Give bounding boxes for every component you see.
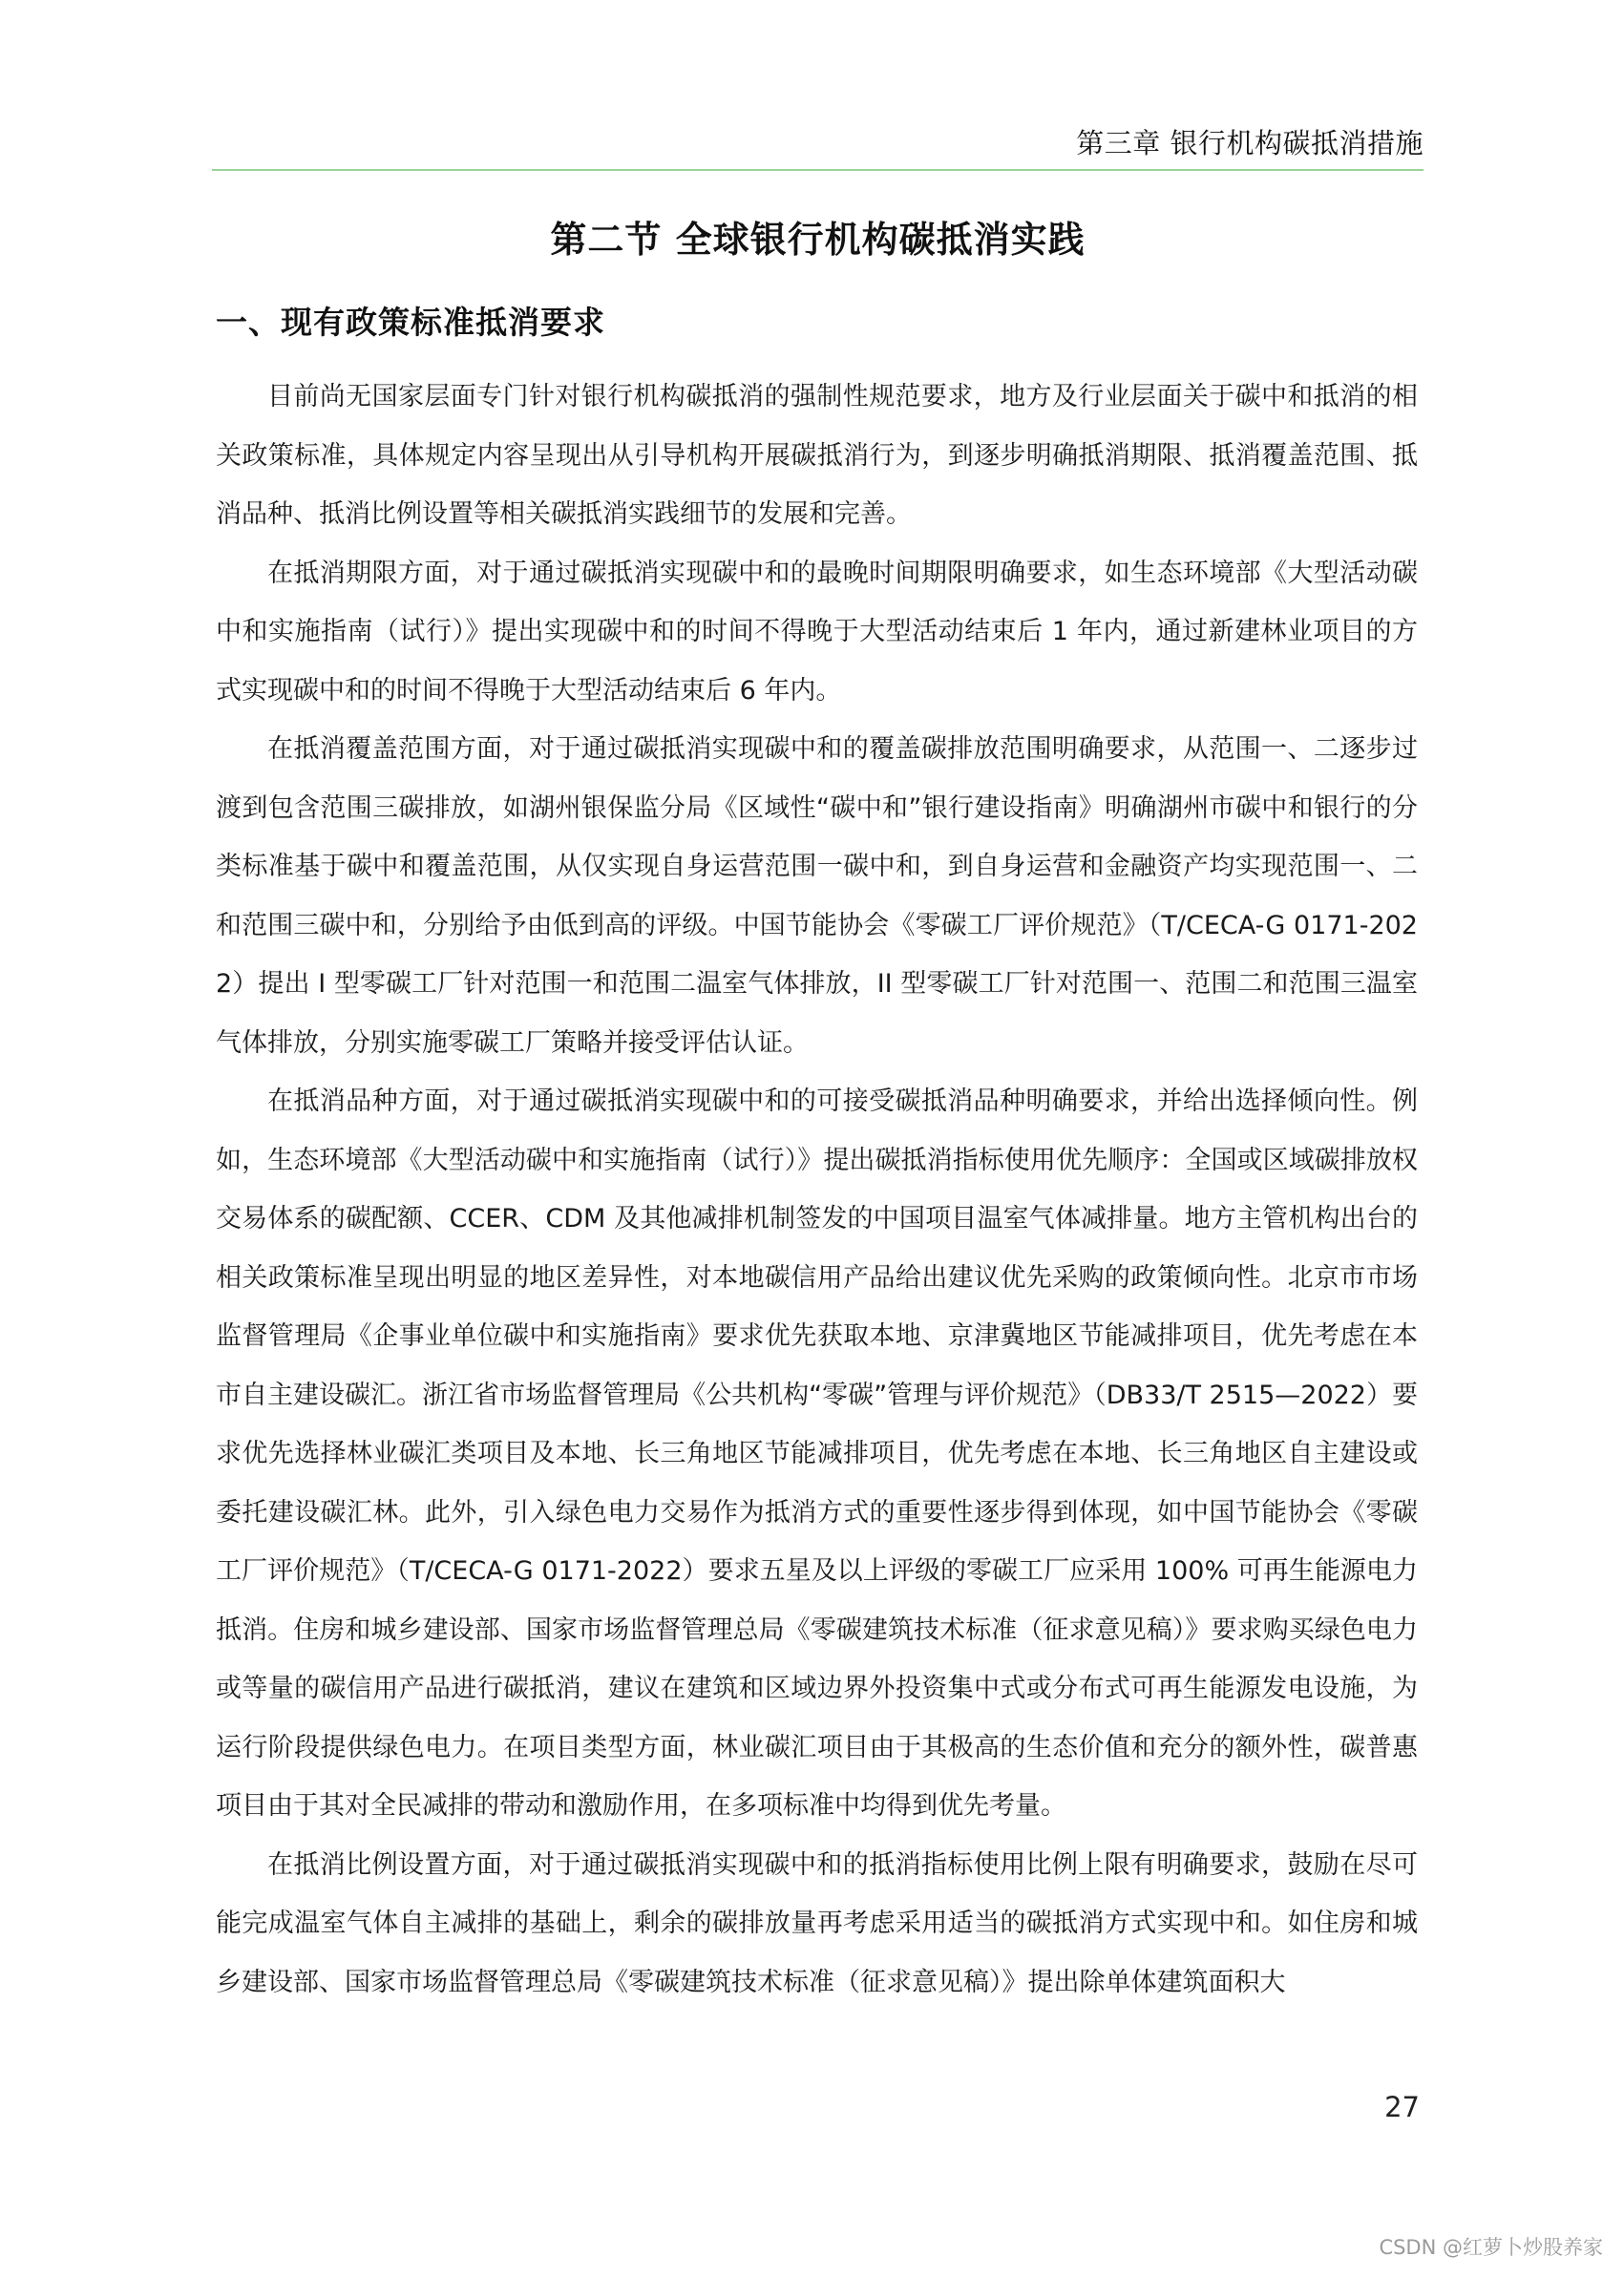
paragraph-offset-period: 在抵消期限方面，对于通过碳抵消实现碳中和的最晚时间期限明确要求，如生态环境部《大型活动碳中和实施指南（试行）》提出实现碳中和的时间不得晚于大型活动结束后 1 年内，通过新建林业项目的方式实现碳中和的时间不得晚于大型活动结束后 6 年内。 <box>216 558 1418 706</box>
running-header: 第三章 银行机构碳抵消措施 <box>1076 127 1424 159</box>
body-text <box>216 368 1418 2012</box>
page-number: 27 <box>1384 2091 1420 2123</box>
paragraph-intro: 目前尚无国家层面专门针对银行机构碳抵消的强制性规范要求，地方及行业层面关于碳中和抵消的相关政策标准，具体规定内容呈现出从引导机构开展碳抵消行为，到逐步明确抵消期限、抵消覆盖范围、抵消品种、抵消比例设置等相关碳抵消实践细节的发展和完善。 <box>216 382 1418 529</box>
paragraph-offset-coverage: 在抵消覆盖范围方面，对于通过碳抵消实现碳中和的覆盖碳排放范围明确要求，从范围一、二逐步过渡到包含范围三碳排放，如湖州银保监分局《区域性“碳中和”银行建设指南》明确湖州市碳中和银行的分类标准基于碳中和覆盖范围，从仅实现自身运营范围一碳中和，到自身运营和金融资产均实现范围一、二和范围三碳中和，分别给予由低到高的评级。中国节能协会《零碳工厂评价规范》（T/CECA-G 0171-2022）提出 I 型零碳工厂针对范围一和范围二温室气体排放，II 型零碳工厂针对范围一、范围二和范围三温室气体排放，分别实施零碳工厂策略并接受评估认证。 <box>216 734 1418 1058</box>
paragraph-offset-ratio: 在抵消比例设置方面，对于通过碳抵消实现碳中和的抵消指标使用比例上限有明确要求，鼓励在尽可能完成温室气体自主减排的基础上，剩余的碳排放量再考虑采用适当的碳抵消方式实现中和。如住房和城乡建设部、国家市场监督管理总局《零碳建筑技术标准（征求意见稿）》提出除单体建筑面积大 <box>216 1849 1418 1997</box>
watermark: CSDN @红萝卜炒股养家 <box>1379 2236 1603 2259</box>
header-divider <box>212 169 1424 171</box>
section-title: 第二节 全球银行机构碳抵消实践 <box>550 219 1086 261</box>
paragraph-offset-types: 在抵消品种方面，对于通过碳抵消实现碳中和的可接受碳抵消品种明确要求，并给出选择倾向性。例如，生态环境部《大型活动碳中和实施指南（试行）》提出碳抵消指标使用优先顺序：全国或区域碳排放权交易体系的碳配额、CCER、CDM 及其他减排机制签发的中国项目温室气体减排量。地方主管机构出台的相关政策标准呈现出明显的地区差异性，对本地碳信用产品给出建议优先采购的政策倾向性。北京市市场监督管理局《企事业单位碳中和实施指南》要求优先获取本地、京津冀地区节能减排项目，优先考虑在本市自主建设碳汇。浙江省市场监督管理局《公共机构“零碳”管理与评价规范》（DB33/T 2515—2022）要求优先选择林业碳汇类项目及本地、长三角地区节能减排项目，优先考虑在本地、长三角地区自主建设或委托建设碳汇林。此外，引入绿色电力交易作为抵消方式的重要性逐步得到体现，如中国节能协会《零碳工厂评价规范》（T/CECA-G 0171-2022）要求五星及以上评级的零碳工厂应采用 100% 可再生能源电力抵消。住房和城乡建设部、国家市场监督管理总局《零碳建筑技术标准（征求意见稿）》要求购买绿色电力或等量的碳信用产品进行碳抵消，建议在建筑和区域边界外投资集中式或分布式可再生能源发电设施，为运行阶段提供绿色电力。在项目类型方面，林业碳汇项目由于其极高的生态价值和充分的额外性，碳普惠项目由于其对全民减排的带动和激励作用，在多项标准中均得到优先考量。 <box>216 1086 1418 1821</box>
subsection-title: 一、现有政策标准抵消要求 <box>216 304 605 341</box>
